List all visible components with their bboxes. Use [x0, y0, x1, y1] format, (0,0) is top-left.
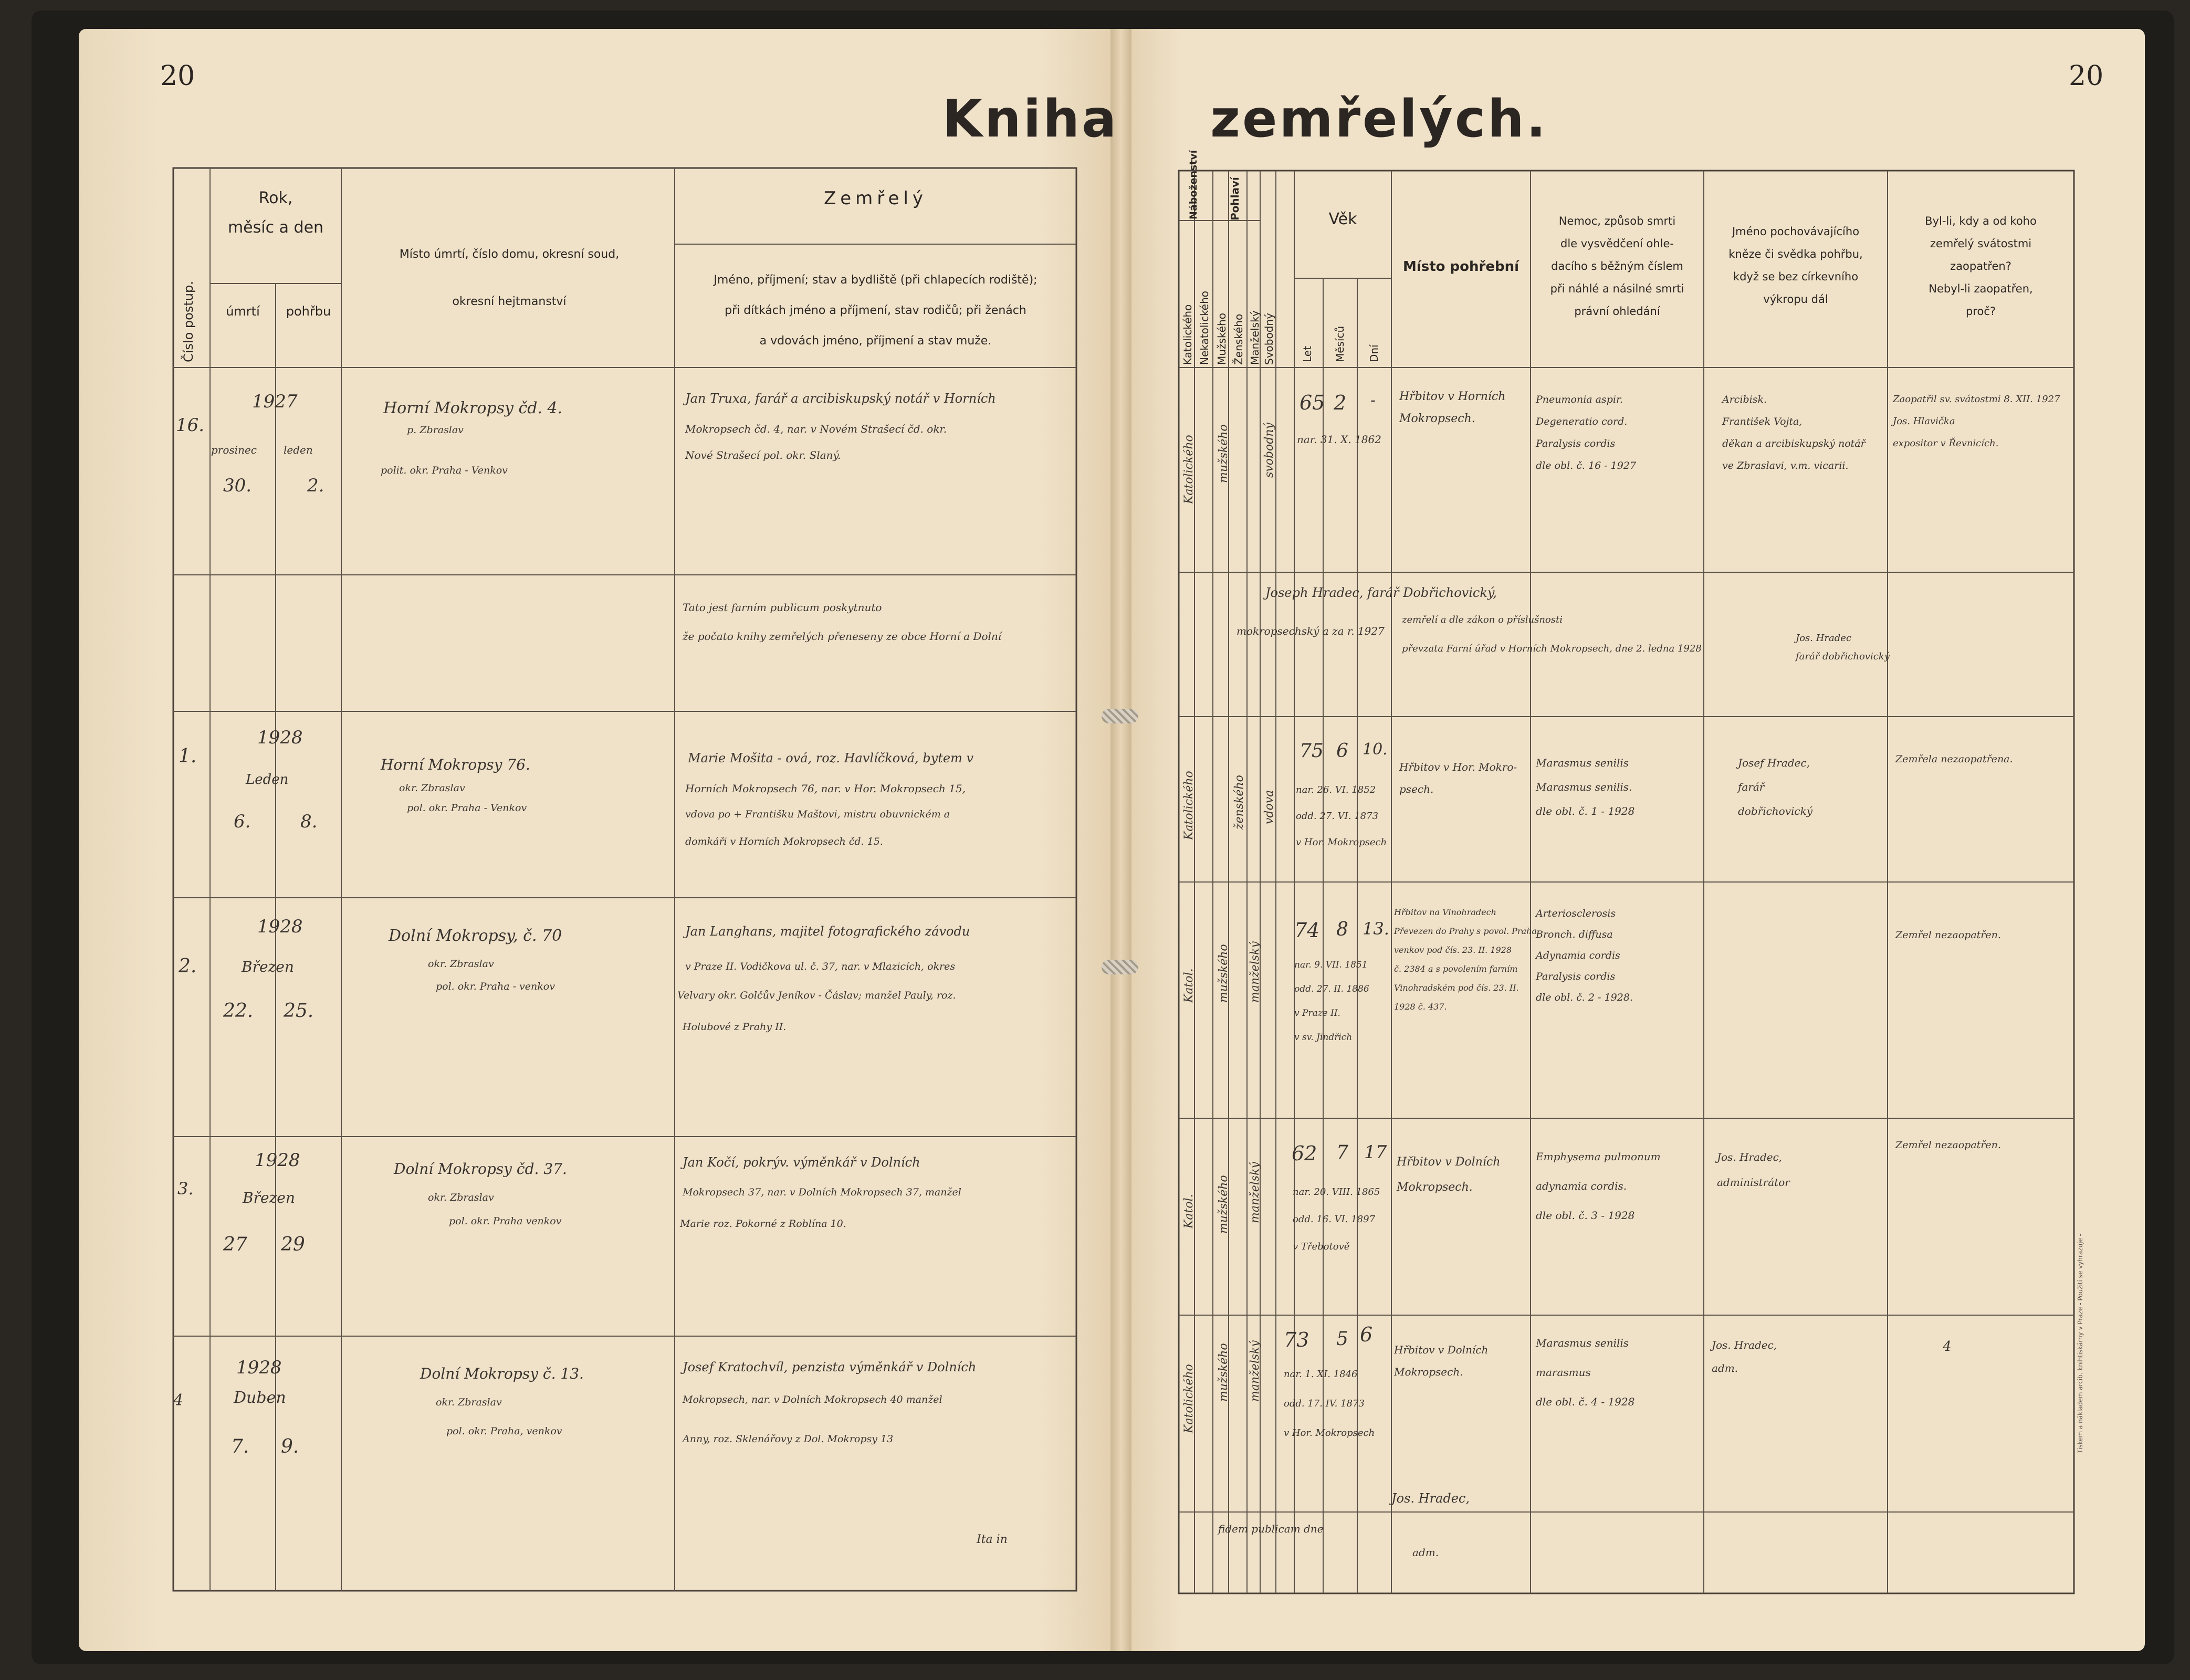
header-nemoc: Nemoc, způsob smrti dle vysvědčení ohle- dacího s běžným číslem při náhlé a násilné smrti právní ohledání: [1550, 215, 1684, 318]
entry-age-days: -: [1370, 391, 1376, 410]
entry-name-line: Marie Mošita - ová, roz. Havlíčková, bytem v: [688, 751, 974, 765]
header-zaopatren: Byl-li, kdy a od koho zemřelý svátostmi zaopatřen? Nebyl-li zaopatřen, proč?: [1925, 215, 2037, 318]
entry-year: 1928: [257, 727, 303, 748]
entry-burial-place: Hřbitov v Dolních Mokropsech.: [1394, 1343, 1489, 1378]
entry-priest: Jos. Hradec, administrátor: [1717, 1151, 1790, 1189]
entry-religion: Katol.: [1182, 1194, 1196, 1228]
entry-death-day: 30.: [223, 475, 252, 496]
header-zenskeho: Ženského: [1232, 313, 1245, 365]
note-line: mokropsechský a za r. 1927: [1237, 625, 1385, 637]
entry-sacrament: 4: [1943, 1339, 1952, 1354]
entry-priest: Arcibisk. František Vojta, děkan a arcibiskupský notář ve Zbraslavi, v.m. vicarii.: [1722, 394, 1866, 471]
entry-name-line: v Praze II. Vodičkova ul. č. 37, nar. v Mlazicích, okres: [685, 961, 956, 972]
entry-name-line: Josef Kratochvíl, penzista výměnkář v Dolních: [683, 1360, 977, 1374]
entry-religion: Katolického: [1182, 1364, 1196, 1433]
entry-death-month: Březen: [243, 1189, 295, 1206]
left-page-number: 20: [160, 60, 195, 92]
entry-status: manželský: [1249, 1340, 1262, 1402]
entry-age-days: 17: [1364, 1142, 1387, 1163]
entry-place-line: Horní Mokropsy 76.: [381, 756, 530, 773]
entry-number: 4: [173, 1391, 184, 1410]
entry-disease: Marasmus senilis Marasmus senilis. dle obl. č. 1 - 1928: [1536, 757, 1635, 817]
entry-burial-place: Hřbitov na Vinohradech Převezen do Prahy s povol. Praha venkov pod čís. 23. II. 1928 č. 2384 a s povolením farním Vinohradském pod čís. 23. II. 1928 č. 437.: [1394, 907, 1537, 1012]
entry-burial-place: Hřbitov v Hor. Mokro- psech.: [1399, 761, 1517, 795]
closing-signature: Jos. Hradec,: [1391, 1491, 1470, 1506]
note-line: Joseph Hradec, farář Dobřichovický,: [1265, 585, 1497, 600]
entry-age-years: 62: [1292, 1142, 1317, 1165]
printer-imprint: Tiskem a nákladem arcib. knihtiskárny v Praze - Použití se vyhrazuje -: [2077, 1234, 2084, 1453]
header-vek: Věk: [1328, 210, 1357, 228]
entry-sex: mužského: [1217, 1175, 1230, 1234]
entry-name-line: Holubové z Prahy II.: [683, 1021, 787, 1033]
entry-death-day: 7.: [231, 1436, 249, 1457]
header-nabozenstvi: Náboženství: [1188, 150, 1199, 219]
entry-year: 1928: [236, 1357, 282, 1378]
entry-death-month: Leden: [246, 772, 289, 788]
header-jmeno: Jméno, příjmení; stav a bydliště (při chlapecích rodiště); při dítkách jméno a příjmení, stav rodičů; při ženách a vdovách jméno, příjmení a stav muže.: [714, 274, 1038, 348]
entry-religion: Katol.: [1182, 968, 1196, 1003]
header-rok: Rok, měsíc a den: [227, 189, 324, 237]
entry-age-months: 5: [1336, 1328, 1348, 1350]
entry-age-months: 8: [1336, 919, 1348, 940]
entry-name-line: Anny, roz. Sklenářovy z Dol. Mokropsy 13: [683, 1433, 894, 1445]
entry-priest: Jos. Hradec, adm.: [1712, 1339, 1777, 1374]
entry-age-years: 75: [1300, 740, 1324, 762]
header-nekatolickeho: Nekatolického: [1198, 290, 1211, 365]
header-misto: Místo úmrtí, číslo domu, okresní soud, okresní hejtmanství: [399, 248, 620, 308]
entry-sacrament: Zemřel nezaopatřen.: [1895, 1139, 2001, 1151]
entry-number: 3.: [177, 1179, 194, 1199]
entry-status: manželský: [1249, 941, 1262, 1003]
entry-place-line: polit. okr. Praha - Venkov: [381, 465, 508, 476]
note-line: farář dobřichovický: [1796, 651, 1890, 662]
entry-place-line: Dolní Mokropsy, č. 70: [389, 927, 562, 945]
entry-place-line: Dolní Mokropsy čd. 37.: [394, 1160, 567, 1178]
entry-death-day: 22.: [223, 1000, 254, 1022]
entry-name-line: domkáři v Horních Mokropsech čd. 15.: [685, 836, 883, 847]
entry-birth: nar. 20. VIII. 1865 odd. 16. VI. 1897 v Třebotově: [1293, 1186, 1380, 1252]
title-right: zemřelých.: [1210, 89, 1548, 149]
header-pohlavi: Pohlaví: [1229, 177, 1241, 220]
header-pohrbu: pohřbu: [286, 304, 331, 319]
closing-role: adm.: [1412, 1546, 1439, 1559]
entry-sex: mužského: [1217, 944, 1230, 1003]
entry-status: svobodný: [1263, 423, 1276, 478]
entry-name-line: Horních Mokropsech 76, nar. v Hor. Mokropsech 15,: [685, 782, 966, 795]
header-umrti: úmrtí: [226, 304, 260, 319]
header-cislo: Číslo postup.: [181, 281, 196, 362]
entry-age-days: 13.: [1363, 919, 1389, 939]
note-line: Jos. Hradec: [1796, 633, 1852, 644]
entry-death-month: prosinec: [211, 444, 257, 456]
entry-age-days: 6: [1360, 1323, 1373, 1346]
entry-burial-day: 8.: [300, 811, 318, 832]
entry-name-line: Mokropsech 37, nar. v Dolních Mokropsech 37, manžel: [683, 1186, 961, 1198]
entry-birth: nar. 26. VI. 1852 odd. 27. VI. 1873 v Hor. Mokropsech: [1296, 784, 1387, 848]
entry-religion: Katolického: [1182, 435, 1196, 504]
entry-place-line: Dolní Mokropsy č. 13.: [420, 1365, 584, 1382]
entry-number: 16.: [176, 415, 205, 436]
entry-death-day: 27: [223, 1234, 247, 1255]
entry-place-line: pol. okr. Praha venkov: [449, 1215, 562, 1227]
entry-burial-day: 25.: [284, 1000, 314, 1022]
entry-place-line: okr. Zbraslav: [436, 1396, 502, 1408]
entry-name-line: Mokropsech čd. 4, nar. v Novém Strašecí čd. okr.: [685, 423, 947, 435]
note-line: Tato jest farním publicum poskytnuto: [683, 601, 882, 614]
entry-age-months: 2: [1334, 391, 1347, 414]
entry-age-days: 10.: [1363, 740, 1388, 759]
header-svobodny: Svobodný: [1263, 313, 1275, 365]
header-katolickeho: Katolického: [1181, 304, 1194, 365]
entry-death-month: Duben: [234, 1389, 286, 1407]
note-line: zemřelí a dle zákon o příslušnosti: [1402, 614, 1563, 625]
entry-name-line: Velvary okr. Golčův Jeníkov - Čáslav; manžel Pauly, roz.: [677, 990, 956, 1001]
title-left: Kniha: [942, 89, 1119, 149]
entry-burial-day: 29: [281, 1234, 305, 1255]
entry-sacrament: Zemřel nezaopatřen.: [1895, 929, 2001, 941]
entry-sacrament: Zemřela nezaopatřena.: [1895, 753, 2013, 765]
entry-age-months: 7: [1336, 1142, 1348, 1163]
entry-age-years: 73: [1284, 1328, 1309, 1351]
entry-burial-month: leden: [284, 444, 313, 456]
header-let: Let: [1301, 346, 1314, 362]
header-misto-pohrebni: Místo pohřební: [1402, 259, 1520, 275]
entry-status: vdova: [1263, 790, 1276, 824]
entry-year: 1928: [257, 916, 303, 937]
entry-birth-line: nar. 31. X. 1862: [1297, 433, 1381, 446]
header-muzskeho: Mužského: [1215, 313, 1228, 365]
entry-sacrament: Zaopatřil sv. svátostmi 8. XII. 1927 Jos. Hlavička expositor v Řevnicích.: [1893, 394, 2060, 449]
entry-disease: Marasmus senilis marasmus dle obl. č. 4 - 1928: [1536, 1337, 1635, 1408]
entry-place-line: pol. okr. Praha - Venkov: [407, 802, 527, 814]
entry-name-line: Jan Kočí, pokrýv. výměnkář v Dolních: [683, 1155, 920, 1170]
entry-number: 2.: [179, 956, 197, 977]
entry-place-line: pol. okr. Praha - venkov: [436, 981, 555, 992]
entry-number: 1.: [179, 746, 197, 767]
entry-burial-day: 2.: [307, 475, 324, 496]
entry-place-line: okr. Zbraslav: [428, 958, 494, 970]
entry-burial-place: Hřbitov v Horních Mokropsech.: [1399, 390, 1506, 425]
entry-sex: mužského: [1217, 424, 1230, 483]
header-manzelsky: Manželský: [1249, 310, 1261, 365]
entry-place-line: Horní Mokropsy čd. 4.: [383, 399, 563, 417]
entry-burial-day: 9.: [281, 1436, 299, 1457]
entry-disease: Pneumonia aspir. Degeneratio cord. Paralysis cordis dle obl. č. 16 - 1927: [1536, 394, 1637, 471]
entry-disease: Emphysema pulmonum adynamia cordis. dle obl. č. 3 - 1928: [1536, 1150, 1661, 1222]
entry-birth: nar. 1. XI. 1846 odd. 17. IV. 1873 v Hor. Mokropsech: [1284, 1369, 1375, 1438]
header-dni: Dní: [1368, 344, 1380, 362]
entry-death-day: 6.: [234, 811, 251, 832]
entry-status: manželský: [1249, 1162, 1262, 1223]
entry-age-years: 74: [1294, 919, 1320, 942]
right-page-number: 20: [2069, 60, 2104, 92]
entry-place-line: pol. okr. Praha, venkov: [446, 1425, 562, 1437]
header-knez: Jméno pochovávajícího kněze či svědka pohřbu, když se bez církevního výkropu dál: [1728, 225, 1863, 306]
entry-death-month: Březen: [242, 958, 294, 975]
entry-place-line: okr. Zbraslav: [428, 1192, 494, 1203]
entry-year: 1928: [255, 1150, 300, 1171]
entry-place-line: okr. Zbraslav: [399, 782, 465, 794]
entry-name-line: Nové Strašecí pol. okr. Slaný.: [685, 449, 841, 461]
entry-age-months: 6: [1336, 740, 1348, 762]
entry-name-line: Marie roz. Pokorné z Roblína 10.: [680, 1218, 846, 1230]
closing-right: fidem publicam dne: [1218, 1522, 1324, 1535]
header-zemrely: Zemřelý: [823, 188, 928, 209]
header-mesicu: Měsíců: [1334, 326, 1346, 362]
entry-name-line: Jan Langhans, majitel fotografického závodu: [685, 924, 970, 939]
entry-name-line: Mokropsech, nar. v Dolních Mokropsech 40 manžel: [683, 1394, 942, 1405]
entry-disease: Arteriosclerosis Bronch. diffusa Adynamia cordis Paralysis cordis dle obl. č. 2 - 1928.: [1536, 908, 1633, 1003]
note-line: převzata Farní úřad v Horních Mokropsech, dne 2. ledna 1928: [1402, 643, 1702, 654]
entry-name-line: Jan Truxa, farář a arcibiskupský notář v Horních: [685, 391, 996, 406]
entry-sex: mužského: [1217, 1343, 1230, 1402]
entry-place-line: p. Zbraslav: [407, 424, 464, 436]
entry-age-years: 65: [1300, 391, 1325, 414]
entry-priest: Josef Hradec, farář dobřichovický: [1738, 757, 1813, 817]
entry-name-line: vdova po + Františku Maštovi, mistru obuvnickém a: [685, 808, 950, 820]
closing-left: Ita in: [977, 1533, 1008, 1546]
entry-sex: ženského: [1233, 775, 1246, 830]
entry-religion: Katolického: [1182, 771, 1196, 840]
entry-burial-place: Hřbitov v Dolních Mokropsech.: [1397, 1156, 1501, 1194]
note-line: že počato knihy zemřelých přeneseny ze obce Horní a Dolní: [683, 630, 1002, 643]
entry-birth: nar. 9. VII. 1851 odd. 27. II. 1886 v Praze II. v sv. Jindřich: [1294, 960, 1369, 1043]
entry-year: 1927: [252, 391, 298, 412]
